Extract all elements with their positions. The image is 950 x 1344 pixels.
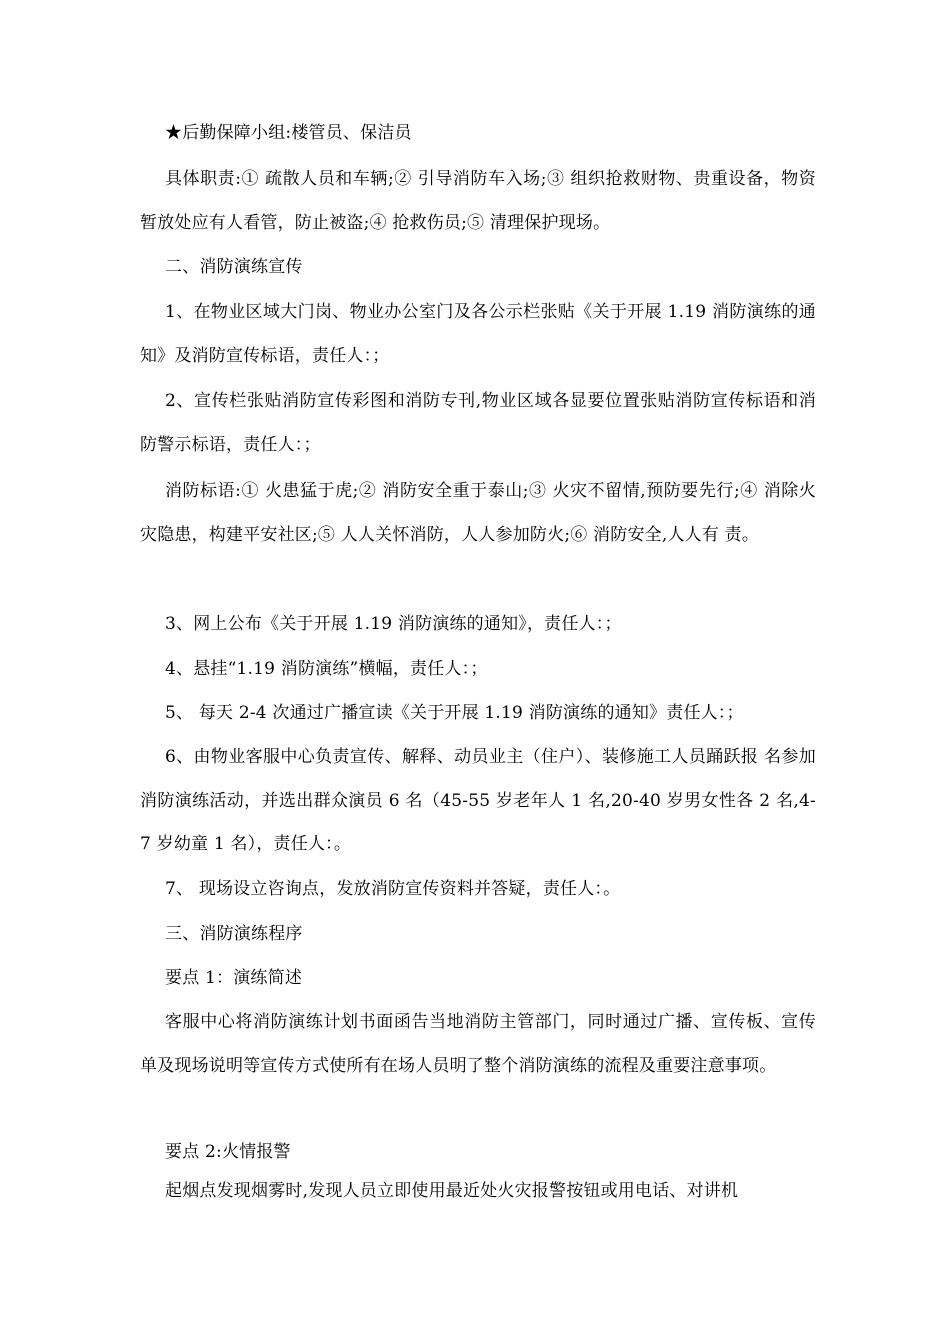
publicity-item-2: 2、宣传栏张贴消防宣传彩图和消防专刊,物业区域各显要位置张贴消防宣传标语和消防警示标语，责任人：； bbox=[140, 391, 816, 455]
publicity-item-7: 7、 现场设立咨询点，发放消防宣传资料并答疑，责任人：。 bbox=[165, 879, 621, 899]
key-point-2-heading: 要点 2:火情报警 bbox=[165, 1142, 291, 1162]
logistics-duties-paragraph: 具体职责:① 疏散人员和车辆;② 引导消防车入场;③ 组织抢救财物、贵重设备，物资暂放处应有人看管，防止被盗;④ 抢救伤员;⑤ 清理保护现场。 bbox=[140, 169, 816, 233]
section-three-heading: 三、消防演练程序 bbox=[165, 924, 303, 944]
logistics-team-heading: ★后勤保障小组:楼管员、保洁员 bbox=[165, 123, 412, 143]
publicity-item-4: 4、悬挂“1.19 消防演练”横幅，责任人：； bbox=[165, 659, 488, 679]
publicity-item-1: 1、在物业区域大门岗、物业办公室门及各公示栏张贴《关于开展 1.19 消防演练的通知》及消防宣传标语，责任人：； bbox=[140, 302, 816, 366]
key-point-2-paragraph: 起烟点发现烟雾时,发现人员立即使用最近处火灾报警按钮或用电话、对讲机 bbox=[165, 1181, 739, 1201]
publicity-item-3: 3、网上公布《关于开展 1.19 消防演练的通知》，责任人：； bbox=[165, 614, 622, 634]
publicity-item-5: 5、 每天 2-4 次通过广播宣读《关于开展 1.19 消防演练的通知》责任人：； bbox=[165, 703, 744, 723]
fire-slogans-paragraph: 消防标语:① 火患猛于虎;② 消防安全重于泰山;③ 火灾不留情,预防要先行;④ 消除火灾隐患，构建平安社区;⑤ 人人关怀消防，人人参加防火;⑥ 消防安全,人人有 责。 bbox=[140, 481, 816, 545]
key-point-1-paragraph: 客服中心将消防演练计划书面函告当地消防主管部门，同时通过广播、宣传板、宣传单及现场说明等宣传方式使所有在场人员明了整个消防演练的流程及重要注意事项。 bbox=[140, 1012, 816, 1076]
section-two-heading: 二、消防演练宣传 bbox=[165, 257, 303, 277]
key-point-1-heading: 要点 1：演练简述 bbox=[165, 968, 303, 988]
publicity-item-6: 6、由物业客服中心负责宣传、解释、动员业主（住户）、装修施工人员踊跃报 名参加消防演练活动，并选出群众演员 6 名（45-55 岁老年人 1 名,20-40 岁男女性各 2 名,4-7 岁幼童 1 名），责任人：。 bbox=[140, 747, 816, 854]
